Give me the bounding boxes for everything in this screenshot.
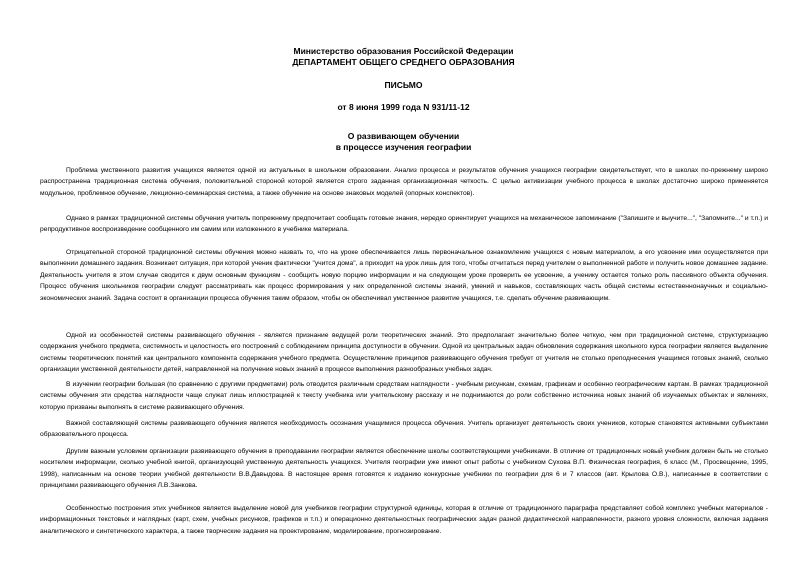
department-heading: ДЕПАРТАМЕНТ ОБЩЕГО СРЕДНЕГО ОБРАЗОВАНИЯ: [292, 57, 515, 67]
paragraph-3: Отрицательной стороной традиционной системы обучения можно назвать то, что на уроке обеспечивается лишь первоначальное ознакомление учащихся с новым материалом, а его усвоение ими осуществляется при выполнении домашнего задания. Возникает ситуация, при которой ученик фактически "учится дома", а приходит на урок лишь для того, чтобы отчитаться перед учителем о выполненной работе и получить новое домашнее задание. Деятельность учителя в этом случае сводится к двум основным функциям - сообщить новую порцию информации и на следующем уроке проверить ее усвоение, а ученику остается только роль пассивного объекта обучения. Процесс обучения школьников географии следует рассматривать как процесс формирования у них определенной системы знаний, умений и навыков, составляющих часть общей системы естественнонаучных и социально-экономических знаний. Задача состоит в организации процесса обучения таким образом, чтобы он обеспечивал умственное развитие учащихся, т.е. сделать обучение развивающим.: [40, 249, 768, 302]
document-title-line1: О развивающем обучении: [347, 131, 460, 141]
paragraph-1: Проблема умственного развития учащихся является одной из актуальных в школьном образовании. Анализ процесса и результатов обучения учащихся географии свидетельствует, что в школах по-прежнему широко распространена традиционная система обучения, положительной стороной которой является строго заданная организационная четкость. С целью активизации учебного процесса в школах достаточно широко применяется модульное, проблемное обучение, лекционно-семинарская система, а также обучение на основе знаковых моделей (опорных конспектов).: [40, 167, 768, 197]
paragraph-4: Одной из особенностей системы развивающего обучения - является признание ведущей роли теоретических знаний. Это предполагает значительно более четкую, чем при традиционной системе, структуризацию содержания учебного предмета, системность и целостность его построений с соблюдением принципа доступности в обучении. Одной из центральных задач обновления содержания школьного курса географии является выделение системы теоретических понятий как центрального компонента содержания учебного предмета. Осуществление принципов развивающего обучения требует от учителя не столько преподнесения учащимся готовых знаний, сколько организации умственной деятельности детей, направленной на получение новых знаний в процессе выполнения разнообразных учебных задач.: [40, 332, 768, 374]
paragraph-8: Особенностью построения этих учебников является выделение новой для учебников географии структурной единицы, которая в отличие от традиционного параграфа представляет собой комплекс учебных материалов - информационных текстовых и наглядных (карт, схем, учебных рисунков, графиков и т.п.) и операционно деятельностных географических задач разной дидактической направленности, разного уровня сложности, включая задания аналитического и синтетического характера, а также творческие задания на проектирование, моделирование, прогнозирование.: [40, 505, 768, 535]
document-title-line2: в процессе изучения географии: [335, 142, 472, 152]
document-date-number: от 8 июня 1999 года N 931/11-12: [337, 102, 470, 112]
ministry-heading: Министерство образования Российской Федерации: [293, 46, 514, 56]
paragraph-6: Важной составляющей системы развивающего обучения является необходимость осознания учащимися процесса обучения. Учитель организует деятельность своих учеников, которые становятся активными субъектами образовательного процесса.: [40, 420, 768, 439]
paragraph-7: Другим важным условием организации развивающего обучения в преподавании географии является обеспечение школы соответствующими учебниками. В отличие от традиционных новый учебник должен быть не столько носителем информации, сколько учебной книгой, организующей умственную деятельность учащихся. Учителя географии уже имеют опыт работы с учебником Сухова В.П. Физическая география, 6 класс (М., Просвещение, 1995, 1998), написанным на основе теории учебной деятельности В.В.Давыдова. В настоящее время готовятся к изданию конкурсные учебники по географии для 6 и 7 классов (авт. Крылова О.В.), написанные в соответствии с принципами развивающего обучения Л.В.Занкова.: [40, 448, 768, 490]
paragraph-2: Однако в рамках традиционной системы обучения учитель попрежнему предпочитает сообщать готовые знания, нередко ориентирует учащихся на механическое запоминание ("Запишите и выучите...", "Запомните..." и т.п.) и репродуктивное воспроизведение сообщенного им самим или изложенного в учебнике материала.: [40, 215, 768, 234]
paragraph-5: В изучении географии большая (по сравнению с другими предметами) роль отводится различным средствам наглядности - учебным рисункам, схемам, графикам и особенно географическим картам. В рамках традиционной системы обучения эти средства наглядности чаще служат лишь иллюстрацией к тексту учебника или учительскому рассказу и не поднимаются до роли собственно источника новых знаний об изучаемых объектах и явлениях, которую призваны выполнять в системе развивающего обучения.: [40, 381, 768, 411]
document-type: ПИСЬМО: [384, 80, 423, 90]
